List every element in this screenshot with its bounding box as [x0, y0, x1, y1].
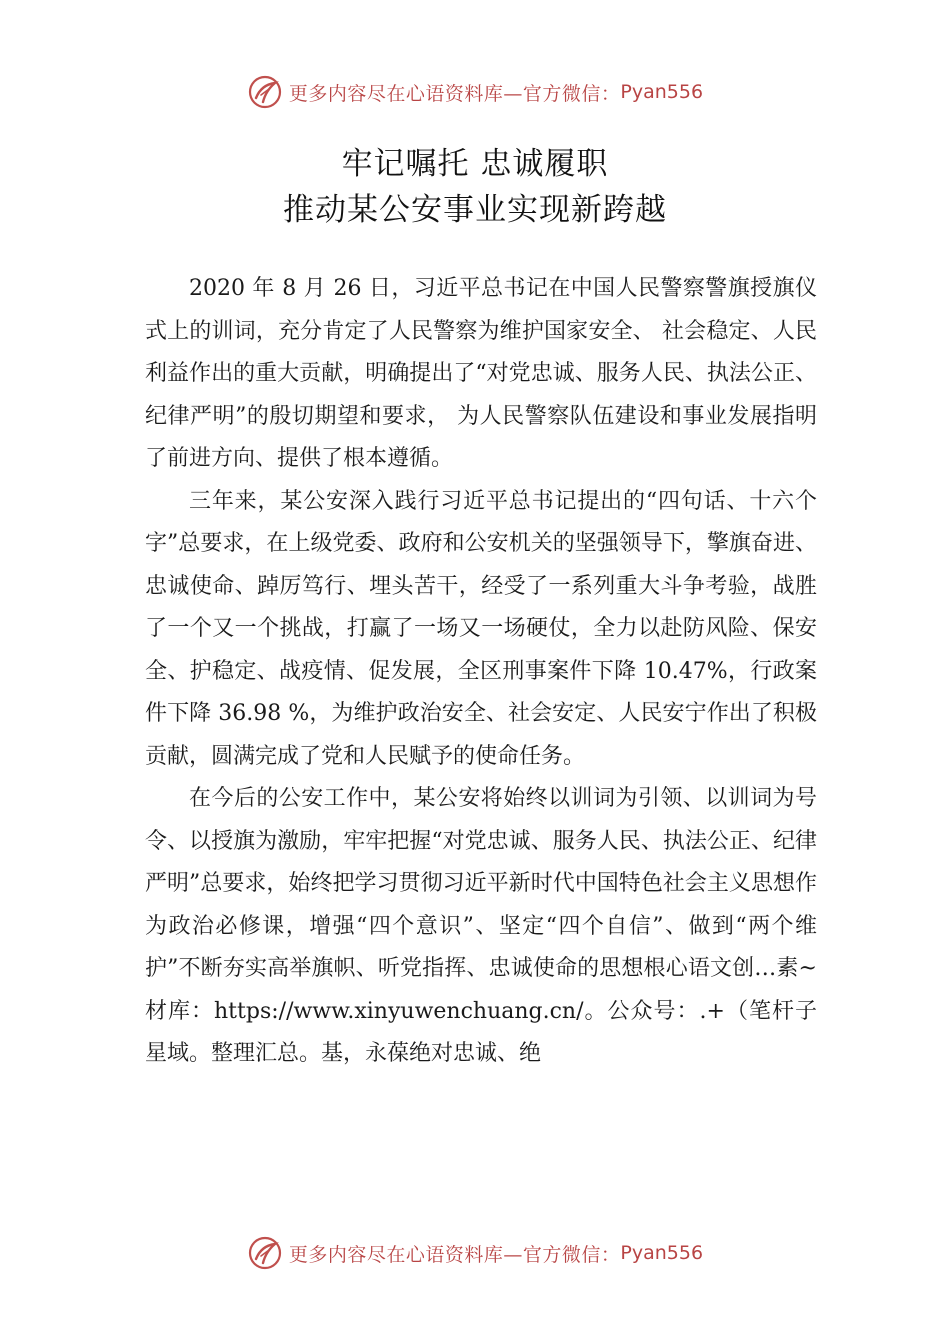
watermark-id: Pyan556 [620, 81, 704, 103]
brand-logo-icon [247, 1235, 283, 1271]
brand-logo-icon [247, 74, 283, 110]
watermark-text: 更多内容尽在心语资料库—官方微信： [288, 1243, 621, 1266]
paragraph-2: 三年来，某公安深入践行习近平总书记提出的“四句话、十六个字”总要求，在上级党委、政府和公安机关的坚强领导下，擎旗奋进、忠诚使命、踔厉笃行、埋头苦干，经受了一系列重大斗争考验，战胜了一个又一个挑战，打赢了一场又一场硬仗，全力以赴防风险、保安全、护稳定、战疫情、促发展，全区刑事案件下降 10.47%，行政案件下降 36.98 %，为维护政治安全、社会安定、人民安宁作出了积极贡献，圆满完成了党和人民赋予的使命任务。 [145, 488, 817, 769]
title-line-1: 牢记嘱托 忠诚履职 [341, 146, 609, 182]
paragraph-1: 2020 年 8 月 26 日，习近平总书记在中国人民警察警旗授旗仪式上的训词，充分肯定了人民警察为维护国家安全、 社会稳定、人民利益作出的重大贡献，明确提出了“对党忠诚、服务人民、执法公正、纪律严明”的殷切期望和要求， 为人民警察队伍建设和事业发展指明了前进方向、提供了根本遵循。 [145, 276, 817, 471]
article-body [145, 268, 817, 1076]
paragraph-3: 在今后的公安工作中，某公安将始终以训词为引领、以训词为号令、以授旗为激励，牢牢把握“对党忠诚、服务人民、执法公正、纪律严明”总要求，始终把学习贯彻习近平新时代中国特色社会主义思想作为政治必修课，增强“四个意识”、坚定“四个自信”、做到“两个维护”不断夯实高举旗帜、听党指挥、忠诚使命的思想根心语文创…素~材库：https://www.xinyuwenchuang.cn/。公众号：.+（笔杆子星域。整理汇总。基，永葆绝对忠诚、绝 [145, 786, 817, 1066]
watermark-footer [0, 1233, 950, 1273]
watermark-id: Pyan556 [620, 1242, 704, 1264]
watermark-text: 更多内容尽在心语资料库—官方微信： [288, 82, 621, 105]
watermark-header [0, 72, 950, 112]
title-line-2: 推动某公安事业实现新跨越 [283, 192, 667, 228]
